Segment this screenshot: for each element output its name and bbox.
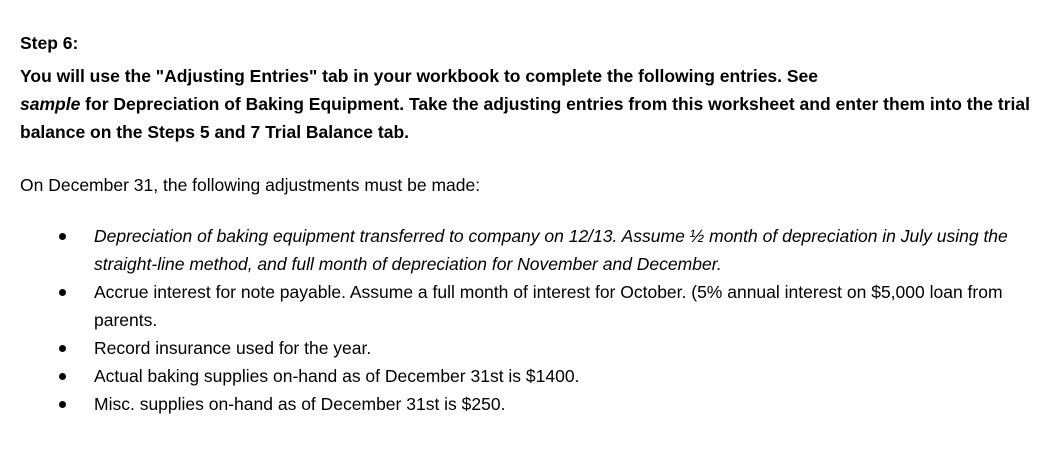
list-item [20,278,1040,334]
list-item-text: Accrue interest for note payable. Assume a full month of interest for October. (5% annual interest on $5,000 loan from parents. [94,282,1003,330]
list-item-text: Misc. supplies on-hand as of December 31st is $250. [94,394,506,414]
list-item [20,390,1040,418]
list-item [20,222,1040,278]
document-page [20,32,1040,418]
bullet-icon [59,373,66,380]
adjustments-lead: On December 31, the following adjustments must be made: [20,175,481,195]
bullet-icon [59,289,66,296]
list-item [20,362,1040,390]
step-title: Step 6: [20,33,79,53]
list-item-text: Depreciation of baking equipment transferred to company on 12/13. Assume ½ month of depreciation in July using the straight-line method, and full month of depreciation for November and December. [94,226,1008,274]
instructions-text-1: You will use the "Adjusting Entries" tab in your workbook to complete the following entries. See [20,66,819,86]
list-item [20,334,1040,362]
list-item-text: Actual baking supplies on-hand as of December 31st is $1400. [94,366,580,386]
instructions-text-2: for Depreciation of Baking Equipment. Take the adjusting entries from this worksheet and enter them into the trial balance on the Steps 5 and 7 Trial Balance tab. [20,94,1030,142]
list-item-text: Record insurance used for the year. [94,338,372,358]
bullet-icon [59,401,66,408]
adjustments-list [20,222,1040,418]
bullet-icon [59,345,66,352]
instructions-sample-word: sample [20,94,81,114]
bullet-icon [59,233,66,240]
instructions-paragraph [20,62,1040,146]
